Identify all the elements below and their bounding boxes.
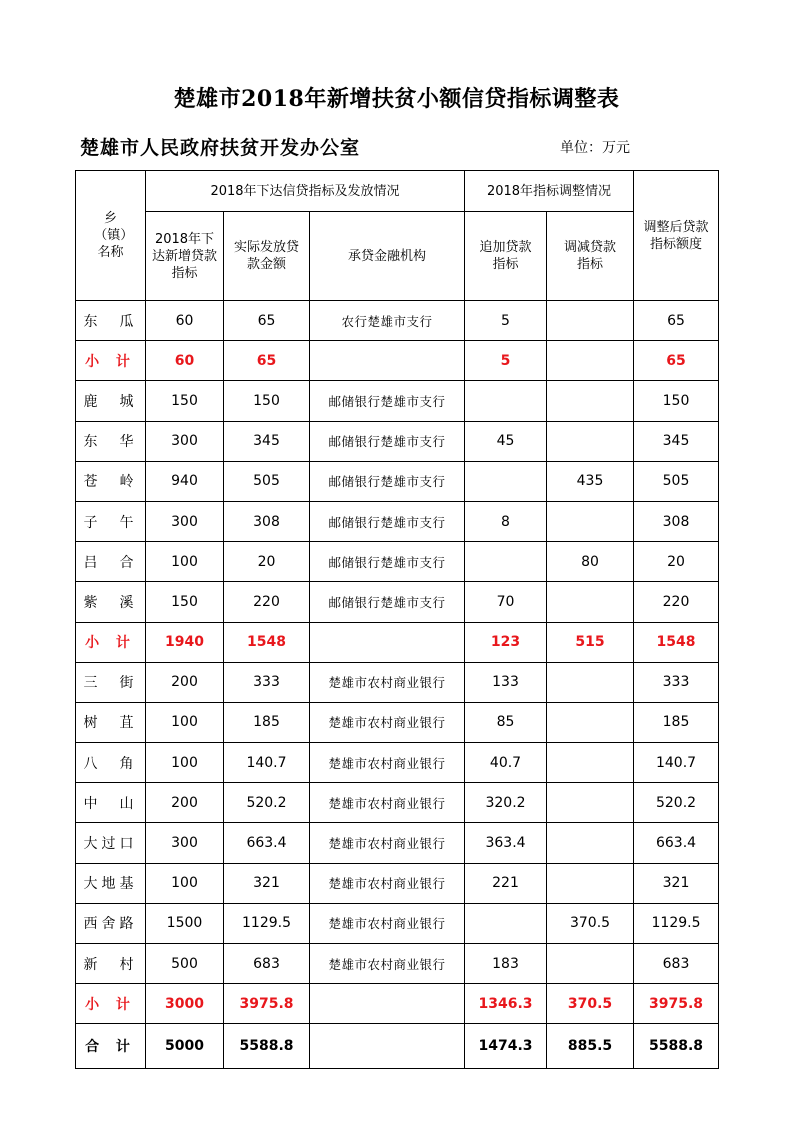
cell-inst xyxy=(310,341,465,381)
cell-reduce xyxy=(547,301,634,341)
cell-reduce xyxy=(547,501,634,541)
header-adjusted-label: 调整后贷款指标额度 xyxy=(643,219,709,252)
cell-reduce xyxy=(547,863,634,903)
loan-quota-table xyxy=(75,170,719,1069)
cell-reduce: 370.5 xyxy=(547,984,634,1024)
cell-add: 221 xyxy=(465,863,547,903)
cell-adjusted: 185 xyxy=(634,702,719,742)
cell-inst: 邮储银行楚雄市支行 xyxy=(310,542,465,582)
cell-issued: 60 xyxy=(146,341,224,381)
page-title: 楚雄市2018年新增扶贫小额信贷指标调整表 xyxy=(173,86,620,112)
table-body xyxy=(76,301,719,1069)
cell-inst: 楚雄市农村商业银行 xyxy=(310,863,465,903)
cell-name: 新 村 xyxy=(76,944,146,984)
cell-adjusted: 1548 xyxy=(634,622,719,662)
cell-name: 合 计 xyxy=(76,1024,146,1069)
cell-name: 小 计 xyxy=(76,341,146,381)
cell-adjusted: 20 xyxy=(634,542,719,582)
cell-adjusted: 220 xyxy=(634,582,719,622)
cell-name: 八 角 xyxy=(76,743,146,783)
cell-adjusted: 321 xyxy=(634,863,719,903)
cell-actual: 185 xyxy=(224,702,310,742)
cell-issued: 500 xyxy=(146,944,224,984)
cell-name: 东 瓜 xyxy=(76,301,146,341)
cell-add: 1346.3 xyxy=(465,984,547,1024)
cell-add: 123 xyxy=(465,622,547,662)
cell-actual: 3975.8 xyxy=(224,984,310,1024)
cell-adjusted: 520.2 xyxy=(634,783,719,823)
cell-add: 183 xyxy=(465,944,547,984)
cell-add xyxy=(465,903,547,943)
cell-add: 133 xyxy=(465,662,547,702)
cell-actual: 1129.5 xyxy=(224,903,310,943)
cell-actual: 345 xyxy=(224,421,310,461)
cell-add: 40.7 xyxy=(465,743,547,783)
cell-actual: 1548 xyxy=(224,622,310,662)
cell-add: 363.4 xyxy=(465,823,547,863)
cell-inst: 农行楚雄市支行 xyxy=(310,301,465,341)
cell-adjusted: 3975.8 xyxy=(634,984,719,1024)
cell-issued: 1940 xyxy=(146,622,224,662)
cell-inst: 楚雄市农村商业银行 xyxy=(310,662,465,702)
cell-add xyxy=(465,461,547,501)
cell-adjusted: 683 xyxy=(634,944,719,984)
cell-name: 子 午 xyxy=(76,501,146,541)
cell-inst: 邮储银行楚雄市支行 xyxy=(310,421,465,461)
cell-name: 苍 岭 xyxy=(76,461,146,501)
cell-inst xyxy=(310,984,465,1024)
cell-inst: 邮储银行楚雄市支行 xyxy=(310,381,465,421)
cell-name: 紫 溪 xyxy=(76,582,146,622)
cell-adjusted: 1129.5 xyxy=(634,903,719,943)
cell-reduce xyxy=(547,662,634,702)
table-row xyxy=(76,301,719,341)
cell-reduce xyxy=(547,582,634,622)
table-row xyxy=(76,702,719,742)
cell-issued: 150 xyxy=(146,381,224,421)
cell-adjusted: 150 xyxy=(634,381,719,421)
cell-adjusted: 5588.8 xyxy=(634,1024,719,1069)
header-adjusted xyxy=(634,171,719,301)
cell-inst: 邮储银行楚雄市支行 xyxy=(310,582,465,622)
table-row xyxy=(76,903,719,943)
cell-name: 三 街 xyxy=(76,662,146,702)
header-reduce: 调减贷款指标 xyxy=(547,212,634,301)
cell-issued: 3000 xyxy=(146,984,224,1024)
cell-actual: 65 xyxy=(224,341,310,381)
cell-actual: 5588.8 xyxy=(224,1024,310,1069)
cell-name: 小 计 xyxy=(76,622,146,662)
cell-reduce xyxy=(547,743,634,783)
cell-inst: 邮储银行楚雄市支行 xyxy=(310,501,465,541)
cell-actual: 333 xyxy=(224,662,310,702)
header-actual: 实际发放贷款金额 xyxy=(224,212,310,301)
cell-reduce xyxy=(547,944,634,984)
cell-add xyxy=(465,381,547,421)
cell-issued: 60 xyxy=(146,301,224,341)
table-row xyxy=(76,823,719,863)
header-township xyxy=(76,171,146,301)
subtotal-row xyxy=(76,341,719,381)
issuing-organization: 楚雄市人民政府扶贫开发办公室 xyxy=(80,137,361,159)
header-institution: 承贷金融机构 xyxy=(310,212,465,301)
cell-adjusted: 140.7 xyxy=(634,743,719,783)
cell-reduce xyxy=(547,421,634,461)
cell-issued: 300 xyxy=(146,501,224,541)
cell-name: 大过口 xyxy=(76,823,146,863)
table-row xyxy=(76,743,719,783)
cell-inst: 楚雄市农村商业银行 xyxy=(310,702,465,742)
cell-inst xyxy=(310,622,465,662)
cell-name: 大地基 xyxy=(76,863,146,903)
cell-issued: 200 xyxy=(146,783,224,823)
cell-actual: 140.7 xyxy=(224,743,310,783)
cell-actual: 321 xyxy=(224,863,310,903)
cell-add: 5 xyxy=(465,341,547,381)
cell-reduce xyxy=(547,823,634,863)
cell-issued: 300 xyxy=(146,421,224,461)
table-row xyxy=(76,501,719,541)
cell-add: 1474.3 xyxy=(465,1024,547,1069)
header-add: 追加贷款指标 xyxy=(465,212,547,301)
subtotal-row xyxy=(76,622,719,662)
cell-actual: 663.4 xyxy=(224,823,310,863)
cell-reduce xyxy=(547,341,634,381)
cell-add xyxy=(465,542,547,582)
header-township-label: 乡（镇）名称 xyxy=(94,211,127,260)
cell-issued: 200 xyxy=(146,662,224,702)
cell-name: 东 华 xyxy=(76,421,146,461)
cell-actual: 220 xyxy=(224,582,310,622)
cell-issued: 940 xyxy=(146,461,224,501)
cell-actual: 683 xyxy=(224,944,310,984)
cell-add: 320.2 xyxy=(465,783,547,823)
cell-adjusted: 505 xyxy=(634,461,719,501)
table-row xyxy=(76,461,719,501)
cell-add: 70 xyxy=(465,582,547,622)
cell-reduce: 370.5 xyxy=(547,903,634,943)
cell-reduce: 80 xyxy=(547,542,634,582)
cell-actual: 520.2 xyxy=(224,783,310,823)
cell-add: 85 xyxy=(465,702,547,742)
cell-name: 小 计 xyxy=(76,984,146,1024)
cell-issued: 100 xyxy=(146,702,224,742)
cell-actual: 150 xyxy=(224,381,310,421)
header-group-issued: 2018年下达信贷指标及发放情况 xyxy=(146,171,465,212)
table-row xyxy=(76,944,719,984)
cell-issued: 1500 xyxy=(146,903,224,943)
cell-issued: 300 xyxy=(146,823,224,863)
cell-reduce xyxy=(547,783,634,823)
cell-name: 吕 合 xyxy=(76,542,146,582)
cell-adjusted: 65 xyxy=(634,341,719,381)
table-row xyxy=(76,783,719,823)
grand-total-row xyxy=(76,1024,719,1069)
cell-inst: 楚雄市农村商业银行 xyxy=(310,743,465,783)
cell-inst: 楚雄市农村商业银行 xyxy=(310,823,465,863)
cell-adjusted: 663.4 xyxy=(634,823,719,863)
header-issued: 2018年下达新增贷款指标 xyxy=(146,212,224,301)
cell-add: 8 xyxy=(465,501,547,541)
table-row xyxy=(76,582,719,622)
cell-name: 中 山 xyxy=(76,783,146,823)
unit-label: 单位：万元 xyxy=(560,140,630,156)
cell-add: 5 xyxy=(465,301,547,341)
cell-actual: 308 xyxy=(224,501,310,541)
table-row xyxy=(76,542,719,582)
cell-issued: 5000 xyxy=(146,1024,224,1069)
cell-inst: 楚雄市农村商业银行 xyxy=(310,903,465,943)
cell-issued: 100 xyxy=(146,743,224,783)
cell-name: 西舍路 xyxy=(76,903,146,943)
subtotal-row xyxy=(76,984,719,1024)
cell-adjusted: 333 xyxy=(634,662,719,702)
table-row xyxy=(76,662,719,702)
cell-reduce xyxy=(547,381,634,421)
cell-inst: 楚雄市农村商业银行 xyxy=(310,944,465,984)
cell-actual: 20 xyxy=(224,542,310,582)
cell-name: 鹿 城 xyxy=(76,381,146,421)
cell-adjusted: 308 xyxy=(634,501,719,541)
cell-issued: 100 xyxy=(146,863,224,903)
cell-add: 45 xyxy=(465,421,547,461)
cell-inst: 楚雄市农村商业银行 xyxy=(310,783,465,823)
table-row xyxy=(76,381,719,421)
cell-inst: 邮储银行楚雄市支行 xyxy=(310,461,465,501)
header-group-adjust: 2018年指标调整情况 xyxy=(465,171,634,212)
table-row xyxy=(76,421,719,461)
cell-name: 树 苴 xyxy=(76,702,146,742)
table-row xyxy=(76,863,719,903)
cell-actual: 65 xyxy=(224,301,310,341)
cell-inst xyxy=(310,1024,465,1069)
cell-reduce: 435 xyxy=(547,461,634,501)
cell-reduce: 515 xyxy=(547,622,634,662)
cell-reduce: 885.5 xyxy=(547,1024,634,1069)
cell-actual: 505 xyxy=(224,461,310,501)
cell-issued: 150 xyxy=(146,582,224,622)
cell-issued: 100 xyxy=(146,542,224,582)
cell-reduce xyxy=(547,702,634,742)
cell-adjusted: 65 xyxy=(634,301,719,341)
cell-adjusted: 345 xyxy=(634,421,719,461)
